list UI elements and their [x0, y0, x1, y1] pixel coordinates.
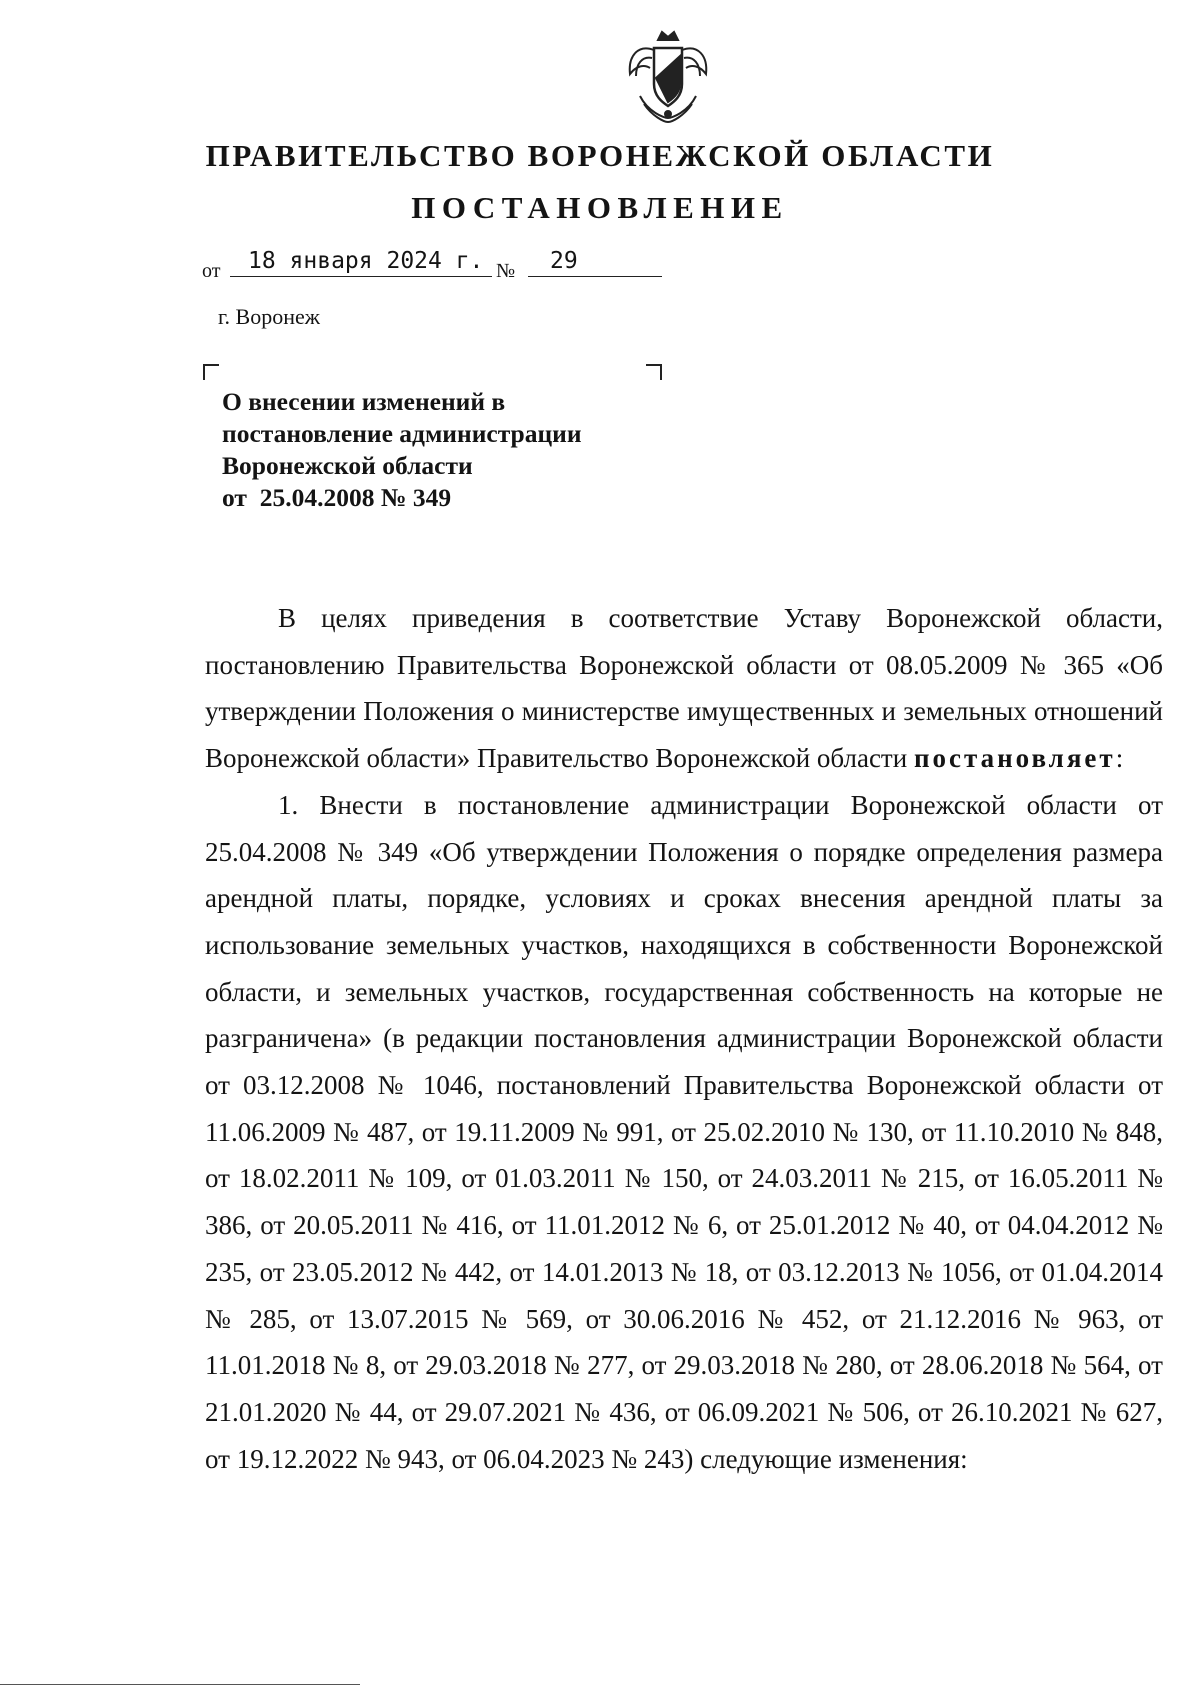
number-value: 29	[550, 248, 578, 274]
subject-line: Воронежской области	[222, 451, 473, 480]
subject-line: постановление администрации	[222, 419, 582, 448]
government-title: ПРАВИТЕЛЬСТВО ВОРОНЕЖСКОЙ ОБЛАСТИ	[205, 138, 995, 173]
date-value: 18 января 2024 г.	[248, 248, 484, 274]
operative-verb: постановляет	[913, 743, 1116, 774]
document-type-heading: ПОСТАНОВЛЕНИЕ	[411, 190, 789, 225]
item-1-paragraph: 1. Внести в постановление администрации Воронежской области от 25.04.2008 № 349 «Об утверждении Положения о порядке определения размера арендной платы, порядке, условиях и сроках внесения арендной платы за использование земельных участков, находящихся в собственности Воронежской области, и земельных участков, государственная собственность на которые не разграничена» (в редакции постановления администрации Воронежской области от 03.12.2008 № 1046, постановлений Правительства Воронежской области от 11.06.2009 № 487, от 19.11.2009 № 991, от 25.02.2010 № 130, от 11.10.2010 № 848, от 18.02.2011 № 109, от 01.03.2011 № 150, от 24.03.2011 № 215, от 16.05.2011 № 386, от 20.05.2011 № 416, от 11.01.2012 № 6, от 25.01.2012 № 40, от 04.04.2012 № 235, от 23.05.2012 № 442, от 14.01.2013 № 18, от 03.12.2013 № 1056, от 01.04.2014 № 285, от 13.07.2015 № 569, от 30.06.2016 № 452, от 21.12.2016 № 963, от 11.01.2018 № 8, от 29.03.2018 № 277, от 29.03.2018 № 280, от 28.06.2018 № 564, от 21.01.2020 № 44, от 29.07.2021 № 436, от 06.09.2021 № 506, от 26.10.2021 № 627, от 19.12.2022 № 943, от 06.04.2023 № 243) следующие изменения:	[205, 789, 1163, 1474]
date-field	[230, 248, 492, 277]
subject-left-bracket	[203, 364, 219, 380]
subject-right-bracket	[646, 364, 662, 380]
date-prefix-label: от	[202, 260, 221, 282]
subject-line: О внесении изменений в	[222, 387, 506, 416]
coat-of-arms-icon	[618, 26, 718, 126]
number-prefix-label: №	[496, 260, 516, 282]
number-field	[528, 248, 662, 277]
city-label: г. Воронеж	[218, 304, 320, 329]
date-number-row	[202, 248, 662, 288]
document-body	[205, 595, 1163, 1482]
preamble-text: В целях приведения в соответствие Уставу Воронежской области, постановлению Правительства Воронежской области от 08.05.2009 № 365 «Об утверждении Положения о министерстве имущественных и земельных отношений Воронежской области» Правительство Воронежской области	[205, 603, 1163, 774]
subject-line: от 25.04.2008 № 349	[222, 483, 452, 512]
footer-rule	[0, 1684, 360, 1685]
operative-verb-suffix: :	[1115, 743, 1124, 774]
document-subject	[222, 386, 682, 514]
preamble-paragraph	[205, 595, 1163, 782]
